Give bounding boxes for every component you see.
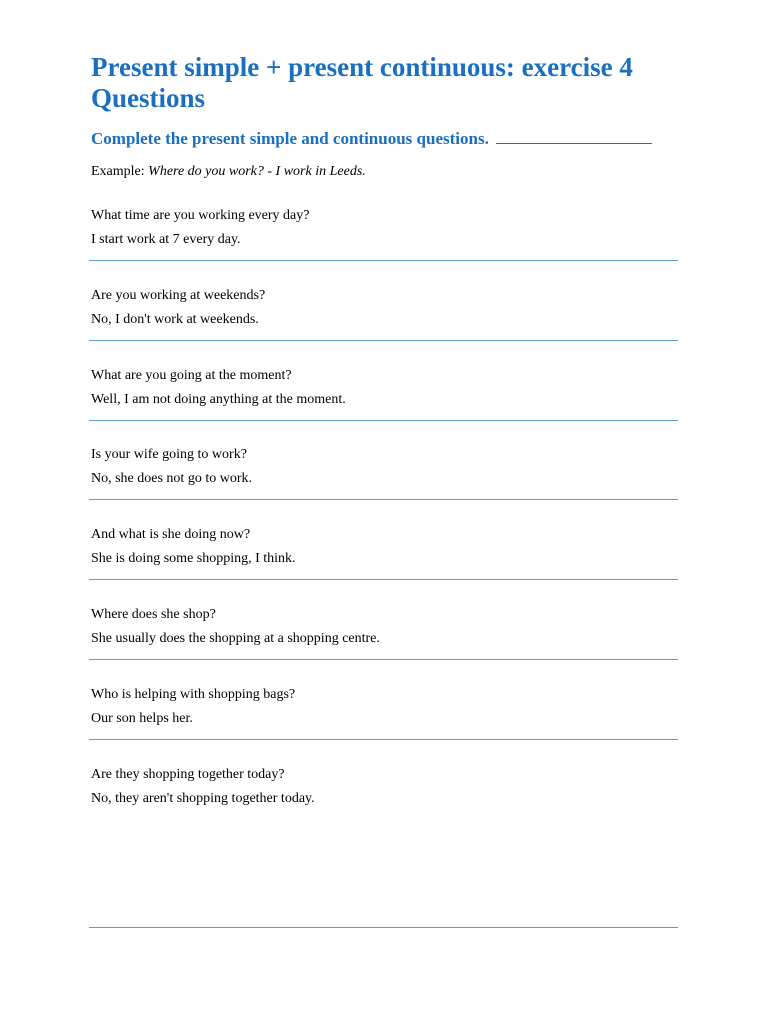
answer-1: I start work at 7 every day. — [91, 232, 241, 247]
question-item-2 — [91, 284, 265, 332]
answer-line-3 — [89, 420, 678, 421]
answer-line-2 — [89, 340, 678, 341]
answer-line-8 — [89, 927, 678, 928]
example-text: Where do you work? - I work in Leeds. — [148, 164, 366, 179]
answer-3: Well, I am not doing anything at the moment. — [91, 392, 346, 407]
question-5: And what is she doing now? — [91, 527, 251, 542]
question-item-4 — [91, 443, 252, 491]
question-4: Is your wife going to work? — [91, 447, 247, 462]
example — [91, 162, 366, 182]
question-item-8 — [91, 763, 315, 811]
answer-7: Our son helps her. — [91, 711, 193, 726]
answer-4: No, she does not go to work. — [91, 471, 252, 486]
instruction-text: Complete the present simple and continuous questions. — [91, 129, 489, 148]
page-title — [91, 52, 731, 114]
name-blank-line — [496, 128, 652, 144]
answer-2: No, I don't work at weekends. — [91, 312, 259, 327]
page-title-line-1: Present simple + present continuous: exercise 4 — [91, 52, 633, 82]
page-title-line-2: Questions — [91, 83, 206, 113]
answer-line-6 — [89, 659, 678, 660]
example-label: Example: — [91, 164, 145, 179]
answer-line-5 — [89, 579, 678, 580]
question-item-3 — [91, 364, 346, 412]
question-1: What time are you working every day? — [91, 208, 310, 223]
question-2: Are you working at weekends? — [91, 288, 266, 303]
question-8: Are they shopping together today? — [91, 767, 285, 782]
question-item-6 — [91, 603, 380, 651]
answer-5: She is doing some shopping, I think. — [91, 551, 296, 566]
question-item-7 — [91, 683, 295, 731]
question-3: What are you going at the moment? — [91, 368, 292, 383]
question-7: Who is helping with shopping bags? — [91, 687, 296, 702]
question-6: Where does she shop? — [91, 607, 216, 622]
answer-line-1 — [89, 260, 678, 261]
question-item-5 — [91, 523, 296, 571]
instruction — [91, 128, 652, 150]
answer-line-7 — [89, 739, 678, 740]
answer-line-4 — [89, 499, 678, 500]
answer-6: She usually does the shopping at a shopping centre. — [91, 631, 380, 646]
answer-8: No, they aren't shopping together today. — [91, 791, 315, 806]
question-item-1 — [91, 204, 309, 252]
